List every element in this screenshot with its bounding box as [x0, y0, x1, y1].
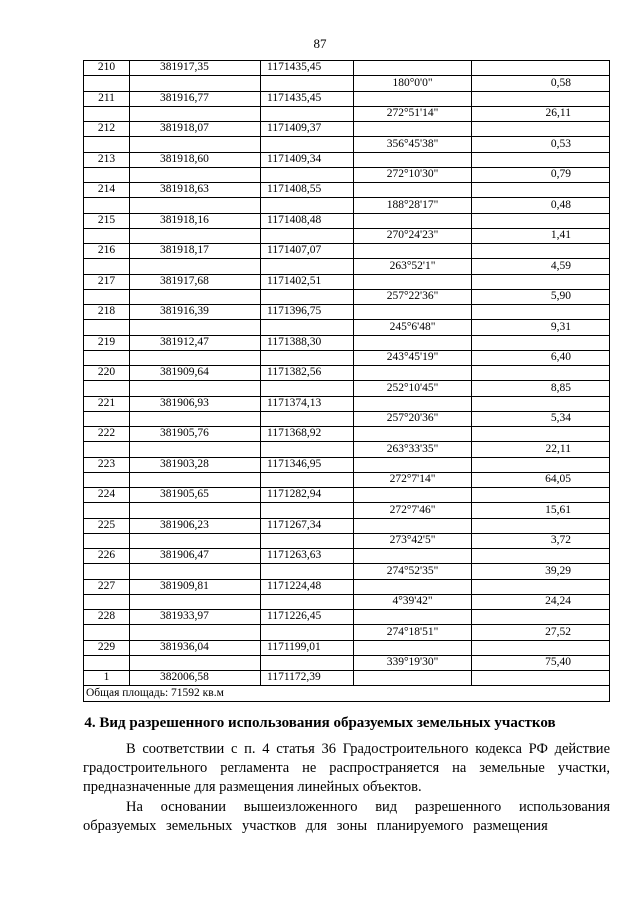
distance: 0,58: [472, 76, 610, 91]
segment-row: [84, 350, 610, 365]
distance: 5,90: [472, 289, 610, 304]
coord-y: [261, 167, 354, 182]
coord-x: 381916,77: [130, 91, 261, 106]
segment-row: [84, 289, 610, 304]
distance: 75,40: [472, 655, 610, 670]
direction-angle: [354, 335, 472, 350]
coord-y: [261, 259, 354, 274]
coord-x: 381916,39: [130, 305, 261, 320]
coord-x: [130, 564, 261, 579]
direction-angle: [354, 427, 472, 442]
segment-row: [84, 411, 610, 426]
point-row: [84, 274, 610, 289]
coord-y: [261, 442, 354, 457]
coord-y: [261, 198, 354, 213]
point-number: 228: [84, 610, 130, 625]
point-row: [84, 122, 610, 137]
direction-angle: [354, 213, 472, 228]
coord-y: 1171435,45: [261, 91, 354, 106]
coord-x: [130, 655, 261, 670]
direction-angle: [354, 122, 472, 137]
distance: [472, 457, 610, 472]
total-area-row: [84, 686, 610, 701]
coord-y: [261, 503, 354, 518]
point-row: [84, 518, 610, 533]
coord-x: [130, 289, 261, 304]
coord-y: [261, 137, 354, 152]
coord-y: 1171199,01: [261, 640, 354, 655]
coord-x: 381912,47: [130, 335, 261, 350]
segment-row: [84, 320, 610, 335]
coord-x: [130, 411, 261, 426]
coord-x: [130, 350, 261, 365]
direction-angle: 245°6'48": [354, 320, 472, 335]
point-number: 1: [84, 671, 130, 686]
coord-y: [261, 76, 354, 91]
distance: 9,31: [472, 320, 610, 335]
direction-angle: 263°52'1": [354, 259, 472, 274]
segment-row: [84, 106, 610, 121]
point-number: 210: [84, 61, 130, 76]
coord-x: 381906,23: [130, 518, 261, 533]
distance: [472, 91, 610, 106]
distance: 6,40: [472, 350, 610, 365]
point-number: 217: [84, 274, 130, 289]
direction-angle: [354, 61, 472, 76]
point-number: 220: [84, 366, 130, 381]
direction-angle: [354, 305, 472, 320]
point-number: [84, 167, 130, 182]
coord-x: 381917,68: [130, 274, 261, 289]
coord-x: [130, 228, 261, 243]
coord-x: [130, 625, 261, 640]
direction-angle: 243°45'19": [354, 350, 472, 365]
direction-angle: [354, 91, 472, 106]
direction-angle: 270°24'23": [354, 228, 472, 243]
coord-y: [261, 533, 354, 548]
point-number: [84, 442, 130, 457]
coord-x: [130, 198, 261, 213]
distance: 1,41: [472, 228, 610, 243]
direction-angle: 274°52'35": [354, 564, 472, 579]
point-number: 216: [84, 244, 130, 259]
direction-angle: 180°0'0": [354, 76, 472, 91]
segment-row: [84, 198, 610, 213]
coord-x: 381936,04: [130, 640, 261, 655]
coord-y: 1171226,45: [261, 610, 354, 625]
coord-x: 381909,64: [130, 366, 261, 381]
point-number: [84, 655, 130, 670]
coord-y: 1171368,92: [261, 427, 354, 442]
point-row: [84, 61, 610, 76]
point-row: [84, 640, 610, 655]
point-number: 229: [84, 640, 130, 655]
segment-row: [84, 381, 610, 396]
coord-y: [261, 228, 354, 243]
direction-angle: [354, 579, 472, 594]
direction-angle: 188°28'17": [354, 198, 472, 213]
distance: 39,29: [472, 564, 610, 579]
direction-angle: [354, 396, 472, 411]
point-row: [84, 610, 610, 625]
distance: 24,24: [472, 594, 610, 609]
direction-angle: [354, 183, 472, 198]
distance: 0,48: [472, 198, 610, 213]
coord-y: 1171409,34: [261, 152, 354, 167]
coord-x: [130, 259, 261, 274]
distance: [472, 244, 610, 259]
distance: 64,05: [472, 472, 610, 487]
segment-row: [84, 259, 610, 274]
distance: 26,11: [472, 106, 610, 121]
coord-y: 1171396,75: [261, 305, 354, 320]
coord-y: 1171435,45: [261, 61, 354, 76]
direction-angle: [354, 488, 472, 503]
distance: [472, 213, 610, 228]
segment-row: [84, 137, 610, 152]
direction-angle: 257°20'36": [354, 411, 472, 426]
coord-x: [130, 594, 261, 609]
coord-x: [130, 442, 261, 457]
direction-angle: 272°7'14": [354, 472, 472, 487]
coord-x: [130, 320, 261, 335]
distance: 4,59: [472, 259, 610, 274]
distance: [472, 579, 610, 594]
coordinates-table: [83, 60, 610, 702]
direction-angle: [354, 366, 472, 381]
segment-row: [84, 503, 610, 518]
direction-angle: [354, 518, 472, 533]
distance: [472, 488, 610, 503]
point-number: 227: [84, 579, 130, 594]
coord-y: 1171382,56: [261, 366, 354, 381]
page-number: 87: [313, 36, 327, 51]
point-number: 218: [84, 305, 130, 320]
distance: [472, 640, 610, 655]
point-row: [84, 488, 610, 503]
coord-y: [261, 411, 354, 426]
direction-angle: 263°33'35": [354, 442, 472, 457]
coord-y: [261, 655, 354, 670]
point-number: [84, 350, 130, 365]
coord-x: 381903,28: [130, 457, 261, 472]
point-number: [84, 564, 130, 579]
coord-x: [130, 167, 261, 182]
direction-angle: [354, 274, 472, 289]
segment-row: [84, 167, 610, 182]
point-row: [84, 366, 610, 381]
coord-x: 381905,76: [130, 427, 261, 442]
segment-row: [84, 442, 610, 457]
point-number: 214: [84, 183, 130, 198]
coord-x: [130, 76, 261, 91]
coord-x: 381918,07: [130, 122, 261, 137]
point-number: 215: [84, 213, 130, 228]
distance: 5,34: [472, 411, 610, 426]
point-number: [84, 76, 130, 91]
direction-angle: [354, 549, 472, 564]
segment-row: [84, 625, 610, 640]
coord-y: 1171408,48: [261, 213, 354, 228]
coord-x: 381933,97: [130, 610, 261, 625]
point-number: [84, 472, 130, 487]
distance: [472, 183, 610, 198]
point-number: 225: [84, 518, 130, 533]
point-row: [84, 396, 610, 411]
point-row: [84, 244, 610, 259]
direction-angle: 339°19'30": [354, 655, 472, 670]
distance: 0,53: [472, 137, 610, 152]
point-number: [84, 533, 130, 548]
point-row: [84, 213, 610, 228]
coord-y: 1171408,55: [261, 183, 354, 198]
direction-angle: 272°10'30": [354, 167, 472, 182]
segment-row: [84, 228, 610, 243]
distance: [472, 396, 610, 411]
coord-y: 1171172,39: [261, 671, 354, 686]
distance: [472, 61, 610, 76]
point-row: [84, 91, 610, 106]
coord-y: 1171282,94: [261, 488, 354, 503]
coord-y: 1171409,37: [261, 122, 354, 137]
point-number: [84, 503, 130, 518]
segment-row: [84, 533, 610, 548]
coord-y: 1171267,34: [261, 518, 354, 533]
point-number: 221: [84, 396, 130, 411]
point-number: [84, 137, 130, 152]
segment-row: [84, 655, 610, 670]
coord-x: 381918,60: [130, 152, 261, 167]
direction-angle: 274°18'51": [354, 625, 472, 640]
total-area: Общая площадь: 71592 кв.м: [84, 686, 610, 701]
segment-row: [84, 564, 610, 579]
point-row: [84, 671, 610, 686]
coord-x: [130, 472, 261, 487]
distance: 27,52: [472, 625, 610, 640]
distance: [472, 152, 610, 167]
point-row: [84, 579, 610, 594]
distance: [472, 335, 610, 350]
direction-angle: [354, 457, 472, 472]
point-number: 226: [84, 549, 130, 564]
direction-angle: [354, 610, 472, 625]
distance: [472, 671, 610, 686]
point-row: [84, 152, 610, 167]
coord-y: [261, 564, 354, 579]
segment-row: [84, 472, 610, 487]
distance: [472, 122, 610, 137]
point-number: 211: [84, 91, 130, 106]
coord-y: [261, 625, 354, 640]
direction-angle: 252°10'45": [354, 381, 472, 396]
coord-y: [261, 350, 354, 365]
point-number: 213: [84, 152, 130, 167]
point-number: 223: [84, 457, 130, 472]
distance: 8,85: [472, 381, 610, 396]
coord-x: 381918,17: [130, 244, 261, 259]
distance: [472, 518, 610, 533]
distance: [472, 305, 610, 320]
coord-y: 1171346,95: [261, 457, 354, 472]
direction-angle: 273°42'5": [354, 533, 472, 548]
coord-y: [261, 594, 354, 609]
coord-x: [130, 503, 261, 518]
segment-row: [84, 594, 610, 609]
coord-y: [261, 289, 354, 304]
distance: [472, 549, 610, 564]
coord-x: [130, 381, 261, 396]
paragraph-2: На основании вышеизложенного вид разрешенного использования образуемых земельных участков для зоны планируемого размещения: [83, 799, 610, 834]
coord-y: 1171388,30: [261, 335, 354, 350]
point-number: [84, 228, 130, 243]
coord-y: 1171224,48: [261, 579, 354, 594]
point-number: 222: [84, 427, 130, 442]
distance: [472, 366, 610, 381]
coord-y: [261, 381, 354, 396]
section-title: 4. Вид разрешенного использования образуемых земельных участков: [84, 715, 556, 731]
coord-y: 1171263,63: [261, 549, 354, 564]
direction-angle: [354, 671, 472, 686]
distance: [472, 427, 610, 442]
point-row: [84, 427, 610, 442]
point-number: 212: [84, 122, 130, 137]
point-number: [84, 320, 130, 335]
direction-angle: 272°7'46": [354, 503, 472, 518]
distance: [472, 610, 610, 625]
direction-angle: 4°39'42": [354, 594, 472, 609]
coord-x: 382006,58: [130, 671, 261, 686]
point-number: [84, 198, 130, 213]
point-number: [84, 259, 130, 274]
point-row: [84, 457, 610, 472]
direction-angle: [354, 640, 472, 655]
coord-y: [261, 320, 354, 335]
point-number: 224: [84, 488, 130, 503]
distance: 0,79: [472, 167, 610, 182]
coord-x: 381917,35: [130, 61, 261, 76]
distance: 22,11: [472, 442, 610, 457]
point-number: [84, 381, 130, 396]
point-row: [84, 305, 610, 320]
coord-x: [130, 106, 261, 121]
coord-x: 381909,81: [130, 579, 261, 594]
segment-row: [84, 76, 610, 91]
coord-x: 381906,47: [130, 549, 261, 564]
direction-angle: 272°51'14": [354, 106, 472, 121]
coord-y: [261, 472, 354, 487]
coord-x: [130, 533, 261, 548]
direction-angle: 257°22'36": [354, 289, 472, 304]
coord-x: 381918,63: [130, 183, 261, 198]
coord-x: 381905,65: [130, 488, 261, 503]
point-row: [84, 335, 610, 350]
point-row: [84, 549, 610, 564]
coord-y: 1171374,13: [261, 396, 354, 411]
direction-angle: [354, 152, 472, 167]
point-number: [84, 106, 130, 121]
point-number: [84, 411, 130, 426]
point-number: [84, 289, 130, 304]
direction-angle: [354, 244, 472, 259]
coord-y: [261, 106, 354, 121]
coord-x: [130, 137, 261, 152]
coord-x: 381906,93: [130, 396, 261, 411]
coord-y: 1171407,07: [261, 244, 354, 259]
direction-angle: 356°45'38": [354, 137, 472, 152]
point-number: [84, 594, 130, 609]
paragraph-1: В соответствии с п. 4 статья 36 Градостроительного кодекса РФ действие градостроительного регламента не распространяется на земельные участки, предназначенные для размещения линейных объектов.: [83, 741, 610, 795]
distance: [472, 274, 610, 289]
distance: 3,72: [472, 533, 610, 548]
coord-x: 381918,16: [130, 213, 261, 228]
distance: 15,61: [472, 503, 610, 518]
coord-y: 1171402,51: [261, 274, 354, 289]
point-number: 219: [84, 335, 130, 350]
point-row: [84, 183, 610, 198]
point-number: [84, 625, 130, 640]
